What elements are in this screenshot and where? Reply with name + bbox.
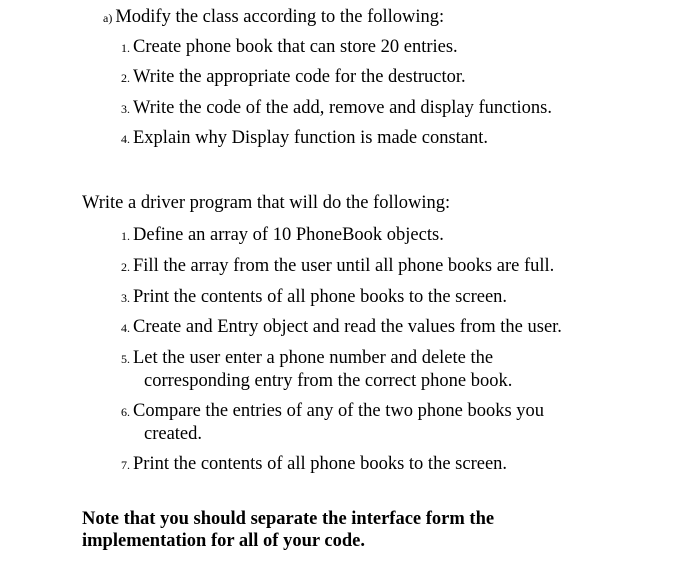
section-a-heading-text: Modify the class according to the following: xyxy=(115,7,445,27)
driver-heading: Write a driver program that will do the following: xyxy=(82,193,451,213)
item-number: 1. xyxy=(121,41,130,55)
item-number: 4. xyxy=(121,321,130,335)
item-text: Let the user enter a phone number and delete the xyxy=(133,348,494,368)
note-line-1: Note that you should separate the interface form the xyxy=(82,509,495,529)
item-text: Write the code of the add, remove and display functions. xyxy=(133,98,552,118)
item-text: Define an array of 10 PhoneBook objects. xyxy=(133,225,444,245)
driver-item-2 xyxy=(121,255,554,278)
item-text: Print the contents of all phone books to the screen. xyxy=(133,454,508,474)
item-number: 6. xyxy=(121,405,130,419)
section-a-marker: a) xyxy=(103,11,113,25)
section-a-item-3 xyxy=(121,97,552,120)
item-number: 2. xyxy=(121,260,130,274)
item-number: 3. xyxy=(121,102,130,116)
driver-item-4 xyxy=(121,316,562,339)
item-text: Write the appropriate code for the destructor. xyxy=(133,67,466,87)
driver-item-3 xyxy=(121,286,507,309)
section-a-item-1 xyxy=(121,36,458,59)
item-number: 3. xyxy=(121,291,130,305)
item-number: 4. xyxy=(121,132,130,146)
driver-item-1 xyxy=(121,224,444,247)
item-number: 7. xyxy=(121,458,130,472)
section-a-item-2 xyxy=(121,66,466,89)
section-a-heading xyxy=(103,6,444,29)
item-text: Fill the array from the user until all phone books are full. xyxy=(133,256,555,276)
section-a-item-4 xyxy=(121,127,488,150)
item-text: Create and Entry object and read the values from the user. xyxy=(133,317,562,337)
note-line-2: implementation for all of your code. xyxy=(82,531,365,551)
item-text: Compare the entries of any of the two phone books you xyxy=(133,401,545,421)
driver-item-6-continuation: created. xyxy=(144,424,203,444)
driver-item-6 xyxy=(121,400,544,423)
item-number: 2. xyxy=(121,71,130,85)
item-number: 1. xyxy=(121,229,130,243)
item-text: Print the contents of all phone books to the screen. xyxy=(133,287,508,307)
driver-item-5-continuation: corresponding entry from the correct phone book. xyxy=(144,371,513,391)
item-number: 5. xyxy=(121,352,130,366)
item-text: Explain why Display function is made constant. xyxy=(133,128,489,148)
item-text: Create phone book that can store 20 entries. xyxy=(133,37,458,57)
driver-item-7 xyxy=(121,453,507,476)
driver-item-5 xyxy=(121,347,493,370)
